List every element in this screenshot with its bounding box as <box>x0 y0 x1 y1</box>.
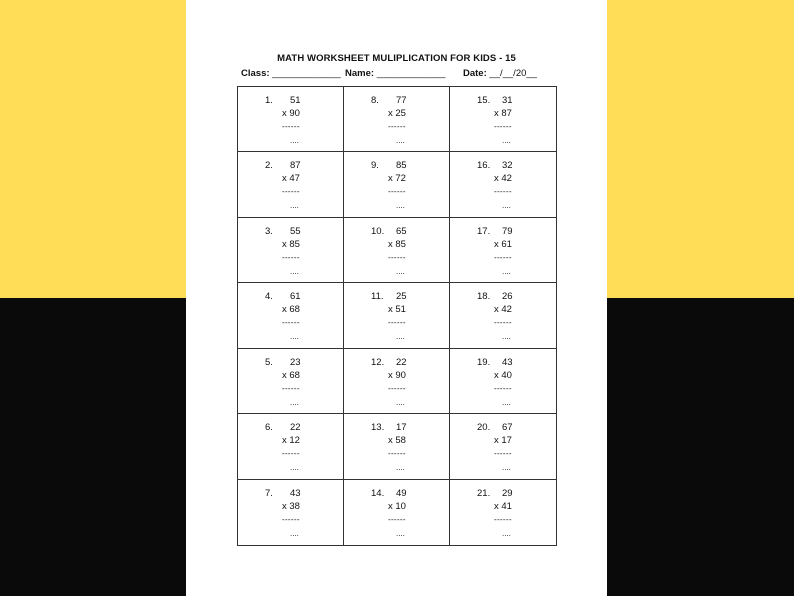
problem-number: 10. <box>371 225 385 237</box>
problem-multiplicand: 77 <box>396 95 407 106</box>
answer-line: ------ <box>494 252 512 262</box>
problem-multiplicand: 31 <box>502 95 513 106</box>
answer-line: ------ <box>388 383 406 393</box>
answer-space: .... <box>290 136 299 145</box>
answer-line: ------ <box>494 449 512 459</box>
answer-space: .... <box>396 136 405 145</box>
problem-cell <box>450 87 556 152</box>
problem-multiplier: x 51 <box>388 304 406 316</box>
problem-cell <box>450 414 556 479</box>
problem-number: 6. <box>265 422 273 434</box>
problem-number: 20. <box>477 422 491 434</box>
problem-number: 7. <box>265 487 273 499</box>
problem-multiplicand: 32 <box>502 160 513 172</box>
answer-line: ------ <box>494 122 512 131</box>
answer-space: .... <box>396 463 405 473</box>
problem-multiplicand: 67 <box>502 422 513 434</box>
problem-cell <box>450 283 556 348</box>
problem-multiplier: x 68 <box>282 304 300 316</box>
answer-line: ------ <box>282 318 300 328</box>
problem-multiplier: x 58 <box>388 435 406 447</box>
problem-number: 18. <box>477 291 491 303</box>
problem-cell <box>450 349 556 414</box>
problem-grid <box>237 86 557 546</box>
problem-number: 14. <box>371 487 385 499</box>
problem-multiplier: x 41 <box>494 500 512 512</box>
problem-multiplier: x 10 <box>388 500 406 512</box>
problem-cell <box>344 87 450 152</box>
problem-number: 16. <box>477 160 491 172</box>
answer-space: .... <box>396 332 405 342</box>
class-label: Class: <box>241 68 270 79</box>
answer-space: .... <box>502 463 511 473</box>
answer-space: .... <box>502 397 511 407</box>
problem-multiplicand: 26 <box>502 291 513 303</box>
problem-multiplier: x 47 <box>282 173 300 185</box>
problem-cell <box>344 349 450 414</box>
date-field <box>463 68 537 79</box>
problem-multiplier: x 61 <box>494 238 512 250</box>
answer-space: .... <box>502 266 511 276</box>
problem-multiplicand: 79 <box>502 225 513 237</box>
problem-number: 12. <box>371 356 385 368</box>
problem-multiplier: x 42 <box>494 304 512 316</box>
problem-number: 4. <box>265 291 273 303</box>
problem-cell <box>238 480 344 545</box>
problem-cell <box>238 283 344 348</box>
problem-multiplicand: 51 <box>290 95 301 106</box>
problem-multiplier: x 42 <box>494 173 512 185</box>
problem-number: 5. <box>265 356 273 368</box>
answer-line: ------ <box>388 187 406 197</box>
answer-line: ------ <box>494 383 512 393</box>
name-field <box>345 68 445 79</box>
problem-multiplier: x 90 <box>388 369 406 381</box>
problem-multiplier: x 85 <box>282 238 300 250</box>
problem-multiplicand: 55 <box>290 225 301 237</box>
problem-multiplier: x 38 <box>282 500 300 512</box>
problem-cell <box>238 152 344 217</box>
problem-multiplicand: 29 <box>502 487 513 499</box>
worksheet-page <box>186 0 607 596</box>
problem-multiplicand: 25 <box>396 291 407 303</box>
name-label: Name: <box>345 68 375 79</box>
problem-number: 11. <box>371 291 384 303</box>
date-value: __/__/20__ <box>489 68 537 79</box>
problem-number: 9. <box>371 160 379 172</box>
problem-number: 3. <box>265 225 273 237</box>
problem-multiplicand: 61 <box>290 291 301 303</box>
problem-cell <box>344 414 450 479</box>
problem-number: 19. <box>477 356 491 368</box>
problem-cell <box>238 87 344 152</box>
answer-space: .... <box>290 201 299 211</box>
problem-multiplicand: 22 <box>396 356 407 368</box>
problem-multiplicand: 22 <box>290 422 301 434</box>
problem-cell <box>450 152 556 217</box>
answer-space: .... <box>502 136 511 145</box>
answer-space: .... <box>396 397 405 407</box>
yellow-panel-right <box>607 0 794 298</box>
problem-cell <box>344 152 450 217</box>
problem-multiplicand: 17 <box>396 422 407 434</box>
answer-line: ------ <box>282 514 300 524</box>
answer-line: ------ <box>282 252 300 262</box>
problem-multiplicand: 43 <box>502 356 513 368</box>
problem-cell <box>450 218 556 283</box>
problem-multiplicand: 87 <box>290 160 301 172</box>
problem-cell <box>238 349 344 414</box>
class-field <box>241 68 341 79</box>
answer-space: .... <box>290 332 299 342</box>
answer-line: ------ <box>388 122 406 131</box>
problem-multiplier: x 72 <box>388 173 406 185</box>
black-panel-right <box>607 298 794 596</box>
problem-multiplier: x 40 <box>494 369 512 381</box>
problem-number: 2. <box>265 160 273 172</box>
answer-line: ------ <box>494 187 512 197</box>
problem-multiplier: x 12 <box>282 435 300 447</box>
problem-multiplier: x 25 <box>388 108 406 119</box>
problem-multiplicand: 43 <box>290 487 301 499</box>
problem-multiplicand: 23 <box>290 356 301 368</box>
yellow-panel-left <box>0 0 186 298</box>
problem-multiplicand: 49 <box>396 487 407 499</box>
answer-line: ------ <box>388 318 406 328</box>
answer-space: .... <box>290 463 299 473</box>
problem-number: 21. <box>477 487 491 499</box>
answer-line: ------ <box>388 252 406 262</box>
problem-cell <box>450 480 556 545</box>
problem-number: 1. <box>265 95 273 106</box>
name-line: _____________ <box>376 68 446 79</box>
problem-multiplier: x 85 <box>388 238 406 250</box>
problem-multiplier: x 68 <box>282 369 300 381</box>
answer-space: .... <box>290 528 299 538</box>
problem-multiplier: x 87 <box>494 108 512 119</box>
answer-line: ------ <box>282 383 300 393</box>
answer-space: .... <box>290 266 299 276</box>
answer-line: ------ <box>494 514 512 524</box>
answer-line: ------ <box>388 514 406 524</box>
problem-number: 8. <box>371 95 379 106</box>
black-panel-left <box>0 298 186 596</box>
answer-space: .... <box>396 266 405 276</box>
class-line: _____________ <box>272 68 341 79</box>
problem-number: 17. <box>477 225 491 237</box>
answer-space: .... <box>396 201 405 211</box>
problem-multiplier: x 17 <box>494 435 512 447</box>
problem-cell <box>238 218 344 283</box>
answer-space: .... <box>502 332 511 342</box>
problem-cell <box>344 283 450 348</box>
problem-multiplier: x 90 <box>282 108 300 119</box>
problem-cell <box>238 414 344 479</box>
problem-cell <box>344 480 450 545</box>
answer-space: .... <box>290 397 299 407</box>
problem-multiplicand: 65 <box>396 225 407 237</box>
answer-space: .... <box>502 201 511 211</box>
answer-space: .... <box>396 528 405 538</box>
answer-line: ------ <box>388 449 406 459</box>
problem-number: 15. <box>477 95 491 106</box>
answer-line: ------ <box>494 318 512 328</box>
problem-cell <box>344 218 450 283</box>
problem-number: 13. <box>371 422 385 434</box>
answer-line: ------ <box>282 449 300 459</box>
answer-space: .... <box>502 528 511 538</box>
answer-line: ------ <box>282 122 300 131</box>
worksheet-title: MATH WORKSHEET MULIPLICATION FOR KIDS - 15 <box>277 53 516 64</box>
problem-multiplicand: 85 <box>396 160 407 172</box>
answer-line: ------ <box>282 187 300 197</box>
date-label: Date: <box>463 68 487 79</box>
